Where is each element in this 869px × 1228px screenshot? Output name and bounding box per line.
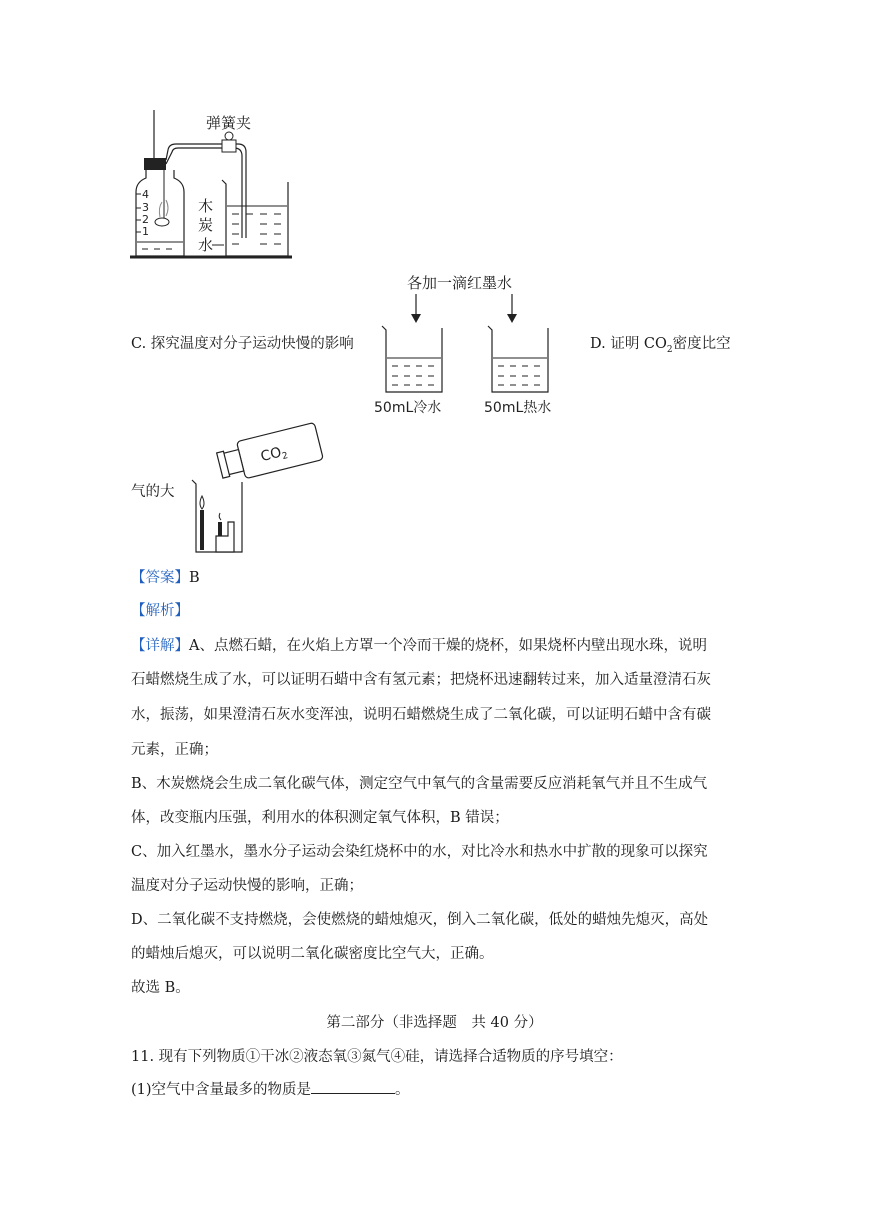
scale-mark-3: 3 [142, 201, 149, 214]
option-c-text: C. 探究温度对分子运动快慢的影响 [131, 336, 354, 352]
option-d-subscript: 2 [666, 344, 673, 355]
section-title: 第二部分（非选择题 共 40 分） [326, 1015, 543, 1031]
spring-clip-label: 弹簧夹 [206, 114, 252, 132]
co2-label-main: CO [259, 444, 284, 466]
detail-line-9: D、二氧化碳不支持燃烧，会使燃烧的蜡烛熄灭，倒入二氧化碳，低处的蜡烛先熄灭，高处 [131, 912, 709, 928]
detail-line-5: B、木炭燃烧会生成二氧化碳气体，测定空气中氧气的含量需要反应消耗氧气并且不生成气 [131, 776, 708, 792]
scale-mark-4: 4 [142, 188, 149, 201]
detail-line-1 [131, 636, 707, 656]
detail-line-7: C、加入红墨水，墨水分子运动会染红烧杯中的水，对比冷水和热水中扩散的现象可以探究 [131, 844, 708, 860]
detail-line-4: 元素，正确； [131, 742, 218, 758]
detail-line-2: 石蜡燃烧生成了水，可以证明石蜡中含有氢元素；把烧杯迅速翻转过来，加入适量澄清石灰 [131, 672, 711, 688]
question-11-part-1-text: (1)空气中含量最多的物质是 [131, 1082, 312, 1098]
scale-mark-1: 1 [142, 225, 149, 238]
answer-line [131, 568, 200, 588]
analysis-header: 【解析】 [131, 603, 189, 619]
answer-blank[interactable] [311, 1081, 395, 1094]
detail-line-10: 的蜡烛后熄灭，可以说明二氧化碳密度比空气大，正确。 [131, 946, 494, 962]
detail-line-3: 水，振荡，如果澄清石灰水变浑浊，说明石蜡燃烧生成了二氧化碳，可以证明石蜡中含有碳 [131, 707, 711, 723]
charcoal-label-1: 木 [198, 197, 214, 215]
option-d-text-continued: 气的大 [131, 484, 175, 500]
detail-bracket: 【详解】 [131, 638, 189, 654]
detail-line-6: 体，改变瓶内压强，利用水的体积测定氧气体积，B 错误； [131, 810, 509, 826]
cold-water-label: 50mL冷水 [374, 400, 442, 416]
water-label: 水 [198, 236, 214, 254]
oxygen-measurement-apparatus-figure [128, 108, 294, 260]
question-11-part-1-end: 。 [395, 1082, 410, 1098]
charcoal-label-2: 炭 [198, 216, 214, 234]
option-d-text-b: 密度比空 [672, 336, 731, 352]
co2-label-sub: 2 [281, 450, 290, 463]
question-11-part-1 [131, 1080, 410, 1100]
option-d-text [590, 334, 731, 360]
detail-line-8: 温度对分子运动快慢的影响，正确； [131, 878, 363, 894]
scale-mark-2: 2 [142, 213, 149, 226]
diffusion-beakers-figure [374, 270, 560, 418]
answer-bracket: 【答案】 [131, 570, 189, 586]
co2-candle-figure [190, 412, 324, 558]
detail-text-1: A、点燃石蜡，在火焰上方罩一个冷而干燥的烧杯，如果烧杯内壁出现水珠，说明 [189, 638, 707, 654]
red-ink-label: 各加一滴红墨水 [407, 274, 513, 292]
answer-value: B [189, 570, 200, 586]
question-11-stem: 11. 现有下列物质①干冰②液态氧③氮气④硅，请选择合适物质的序号填空： [131, 1049, 623, 1065]
option-d-text-a: D. 证明 CO [590, 336, 667, 352]
hot-water-label: 50mL热水 [484, 400, 552, 416]
conclusion: 故选 B。 [131, 980, 190, 996]
